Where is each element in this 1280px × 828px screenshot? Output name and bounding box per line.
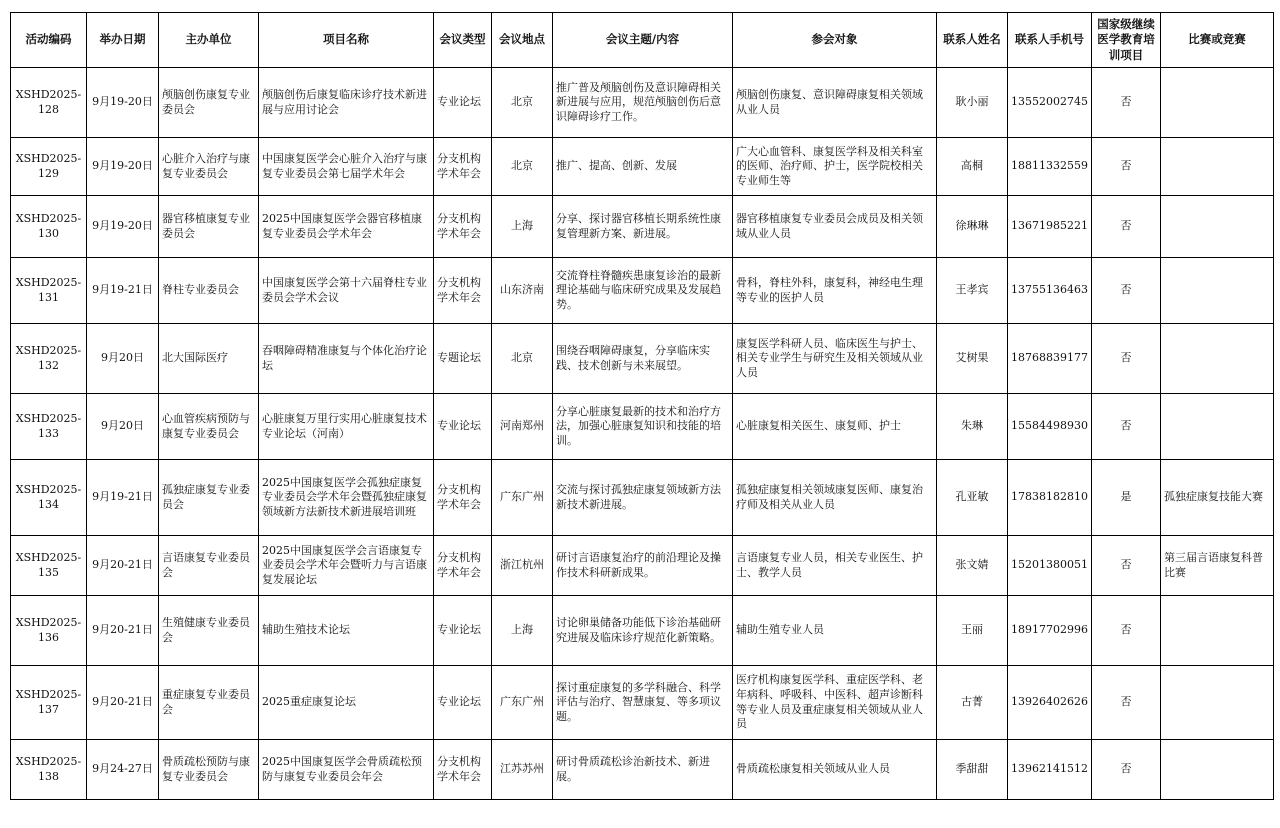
cell-theme: 推广普及颅脑创伤及意识障碍相关新进展与应用，规范颅脑创伤后意识障碍诊疗工作。 — [553, 68, 733, 138]
cell-project-name: 2025中国康复医学会器官移植康复专业委员会学术年会 — [259, 196, 434, 258]
cell-project-name: 中国康复医学会心脏介入治疗与康复专业委员会第七届学术年会 — [259, 138, 434, 196]
header-organizer: 主办单位 — [159, 13, 259, 68]
cell-date: 9月20-21日 — [87, 596, 159, 666]
cell-project-name: 颅脑创伤后康复临床诊疗技术新进展与应用讨论会 — [259, 68, 434, 138]
cell-project-name: 心脏康复万里行实用心脏康复技术专业论坛（河南） — [259, 394, 434, 460]
cell-location: 山东济南 — [492, 258, 553, 324]
cell-activity-code: XSHD2025-131 — [11, 258, 87, 324]
cell-activity-code: XSHD2025-135 — [11, 536, 87, 596]
cell-cme-project: 否 — [1092, 394, 1161, 460]
cell-contact-name: 古菁 — [937, 666, 1008, 740]
header-contact-name: 联系人姓名 — [937, 13, 1008, 68]
cell-cme-project: 是 — [1092, 460, 1161, 536]
cell-project-name: 吞咽障碍精准康复与个体化治疗论坛 — [259, 324, 434, 394]
cell-location: 浙江杭州 — [492, 536, 553, 596]
cell-theme: 围绕吞咽障碍康复，分享临床实践、技术创新与未来展望。 — [553, 324, 733, 394]
table-row — [11, 740, 1274, 800]
cell-cme-project: 否 — [1092, 740, 1161, 800]
cell-meeting-type: 分支机构学术年会 — [434, 258, 492, 324]
cell-audience: 医疗机构康复医学科、重症医学科、老年病科、呼吸科、中医科、超声诊断科等专业人员及重症康复相关领域从业人员 — [733, 666, 937, 740]
cell-audience: 辅助生殖专业人员 — [733, 596, 937, 666]
cell-competition — [1161, 196, 1274, 258]
cell-project-name: 中国康复医学会第十六届脊柱专业委员会学术会议 — [259, 258, 434, 324]
cell-contact-phone: 18811332559 — [1008, 138, 1092, 196]
table-row — [11, 138, 1274, 196]
table-row — [11, 196, 1274, 258]
cell-cme-project: 否 — [1092, 138, 1161, 196]
cell-location: 北京 — [492, 138, 553, 196]
header-meeting-type: 会议类型 — [434, 13, 492, 68]
cell-activity-code: XSHD2025-128 — [11, 68, 87, 138]
cell-date: 9月20日 — [87, 394, 159, 460]
cell-meeting-type: 分支机构学术年会 — [434, 138, 492, 196]
cell-date: 9月19-20日 — [87, 138, 159, 196]
table-row — [11, 324, 1274, 394]
cell-audience: 颅脑创伤康复、意识障碍康复相关领域从业人员 — [733, 68, 937, 138]
cell-organizer: 北大国际医疗 — [159, 324, 259, 394]
cell-activity-code: XSHD2025-134 — [11, 460, 87, 536]
cell-theme: 研讨骨质疏松诊治新技术、新进展。 — [553, 740, 733, 800]
cell-cme-project: 否 — [1092, 258, 1161, 324]
cell-organizer: 言语康复专业委员会 — [159, 536, 259, 596]
cell-competition — [1161, 138, 1274, 196]
cell-activity-code: XSHD2025-138 — [11, 740, 87, 800]
table-row — [11, 394, 1274, 460]
cell-organizer: 脊柱专业委员会 — [159, 258, 259, 324]
cell-meeting-type: 分支机构学术年会 — [434, 196, 492, 258]
header-location: 会议地点 — [492, 13, 553, 68]
table-row — [11, 666, 1274, 740]
cell-audience: 骨科，脊柱外科，康复科，神经电生理等专业的医护人员 — [733, 258, 937, 324]
cell-organizer: 心脏介入治疗与康复专业委员会 — [159, 138, 259, 196]
cell-theme: 探讨重症康复的多学科融合、科学评估与治疗、智慧康复、等多项议题。 — [553, 666, 733, 740]
cell-project-name: 2025中国康复医学会言语康复专业委员会学术年会暨听力与言语康复发展论坛 — [259, 536, 434, 596]
header-date: 举办日期 — [87, 13, 159, 68]
cell-contact-name: 耿小丽 — [937, 68, 1008, 138]
cell-contact-phone: 13926402626 — [1008, 666, 1092, 740]
cell-cme-project: 否 — [1092, 536, 1161, 596]
cell-contact-name: 徐琳琳 — [937, 196, 1008, 258]
cell-meeting-type: 专业论坛 — [434, 394, 492, 460]
cell-contact-phone: 13755136463 — [1008, 258, 1092, 324]
activities-table — [10, 12, 1274, 800]
cell-contact-phone: 13671985221 — [1008, 196, 1092, 258]
cell-contact-name: 艾树果 — [937, 324, 1008, 394]
cell-theme: 讨论卵巢储备功能低下诊治基础研究进展及临床诊疗规范化新策略。 — [553, 596, 733, 666]
cell-activity-code: XSHD2025-132 — [11, 324, 87, 394]
cell-cme-project: 否 — [1092, 196, 1161, 258]
cell-date: 9月19-20日 — [87, 68, 159, 138]
header-row — [11, 13, 1274, 68]
cell-date: 9月20-21日 — [87, 536, 159, 596]
cell-organizer: 器官移植康复专业委员会 — [159, 196, 259, 258]
cell-location: 上海 — [492, 596, 553, 666]
cell-organizer: 重症康复专业委员会 — [159, 666, 259, 740]
cell-activity-code: XSHD2025-133 — [11, 394, 87, 460]
cell-theme: 交流脊柱脊髓疾患康复诊治的最新理论基础与临床研究成果及发展趋势。 — [553, 258, 733, 324]
cell-contact-name: 王孝宾 — [937, 258, 1008, 324]
cell-meeting-type: 分支机构学术年会 — [434, 536, 492, 596]
cell-location: 广东广州 — [492, 666, 553, 740]
cell-competition — [1161, 666, 1274, 740]
cell-activity-code: XSHD2025-136 — [11, 596, 87, 666]
cell-meeting-type: 专题论坛 — [434, 324, 492, 394]
cell-competition — [1161, 394, 1274, 460]
cell-meeting-type: 分支机构学术年会 — [434, 740, 492, 800]
cell-theme: 分享心脏康复最新的技术和治疗方法，加强心脏康复知识和技能的培训。 — [553, 394, 733, 460]
cell-project-name: 2025中国康复医学会骨质疏松预防与康复专业委员会年会 — [259, 740, 434, 800]
cell-contact-name: 朱琳 — [937, 394, 1008, 460]
cell-meeting-type: 专业论坛 — [434, 68, 492, 138]
cell-competition — [1161, 68, 1274, 138]
cell-theme: 分享、探讨器官移植长期系统性康复管理新方案、新进展。 — [553, 196, 733, 258]
table-row — [11, 68, 1274, 138]
cell-contact-phone: 15584498930 — [1008, 394, 1092, 460]
cell-organizer: 孤独症康复专业委员会 — [159, 460, 259, 536]
cell-contact-name: 孔亚敏 — [937, 460, 1008, 536]
cell-meeting-type: 分支机构学术年会 — [434, 460, 492, 536]
table-row — [11, 460, 1274, 536]
cell-activity-code: XSHD2025-130 — [11, 196, 87, 258]
cell-date: 9月20-21日 — [87, 666, 159, 740]
header-project-name: 项目名称 — [259, 13, 434, 68]
cell-meeting-type: 专业论坛 — [434, 596, 492, 666]
table-row — [11, 596, 1274, 666]
cell-audience: 器官移植康复专业委员会成员及相关领域从业人员 — [733, 196, 937, 258]
cell-date: 9月19-20日 — [87, 196, 159, 258]
cell-location: 河南郑州 — [492, 394, 553, 460]
cell-contact-name: 王丽 — [937, 596, 1008, 666]
cell-location: 广东广州 — [492, 460, 553, 536]
cell-location: 北京 — [492, 68, 553, 138]
cell-audience: 心脏康复相关医生、康复师、护士 — [733, 394, 937, 460]
header-competition: 比赛或竞赛 — [1161, 13, 1274, 68]
cell-date: 9月19-21日 — [87, 258, 159, 324]
cell-organizer: 颅脑创伤康复专业委员会 — [159, 68, 259, 138]
cell-cme-project: 否 — [1092, 324, 1161, 394]
cell-audience: 骨质疏松康复相关领域从业人员 — [733, 740, 937, 800]
cell-location: 上海 — [492, 196, 553, 258]
header-activity-code: 活动编码 — [11, 13, 87, 68]
cell-audience: 广大心血管科、康复医学科及相关科室的医师、治疗师、护士，医学院校相关专业师生等 — [733, 138, 937, 196]
cell-organizer: 心血管疾病预防与康复专业委员会 — [159, 394, 259, 460]
cell-date: 9月19-21日 — [87, 460, 159, 536]
cell-audience: 康复医学科研人员、临床医生与护士、相关专业学生与研究生及相关领域从业人员 — [733, 324, 937, 394]
cell-audience: 孤独症康复相关领域康复医师、康复治疗师及相关从业人员 — [733, 460, 937, 536]
header-cme-project: 国家级继续医学教育培训项目 — [1092, 13, 1161, 68]
cell-audience: 言语康复专业人员，相关专业医生、护士、教学人员 — [733, 536, 937, 596]
table-row — [11, 536, 1274, 596]
header-contact-phone: 联系人手机号 — [1008, 13, 1092, 68]
cell-theme: 推广、提高、创新、发展 — [553, 138, 733, 196]
cell-cme-project: 否 — [1092, 666, 1161, 740]
cell-cme-project: 否 — [1092, 68, 1161, 138]
cell-theme: 研讨言语康复治疗的前沿理论及操作技术科研新成果。 — [553, 536, 733, 596]
cell-date: 9月24-27日 — [87, 740, 159, 800]
cell-project-name: 2025中国康复医学会孤独症康复专业委员会学术年会暨孤独症康复领域新方法新技术新进展培训班 — [259, 460, 434, 536]
cell-contact-phone: 15201380051 — [1008, 536, 1092, 596]
cell-activity-code: XSHD2025-129 — [11, 138, 87, 196]
cell-contact-phone: 13962141512 — [1008, 740, 1092, 800]
cell-location: 江苏苏州 — [492, 740, 553, 800]
cell-competition — [1161, 324, 1274, 394]
cell-contact-name: 张文婧 — [937, 536, 1008, 596]
cell-competition — [1161, 740, 1274, 800]
cell-contact-phone: 17838182810 — [1008, 460, 1092, 536]
cell-contact-name: 季甜甜 — [937, 740, 1008, 800]
cell-contact-phone: 18917702996 — [1008, 596, 1092, 666]
cell-activity-code: XSHD2025-137 — [11, 666, 87, 740]
cell-contact-phone: 18768839177 — [1008, 324, 1092, 394]
header-audience: 参会对象 — [733, 13, 937, 68]
header-theme: 会议主题/内容 — [553, 13, 733, 68]
cell-competition: 第三届言语康复科普比赛 — [1161, 536, 1274, 596]
table-row — [11, 258, 1274, 324]
cell-location: 北京 — [492, 324, 553, 394]
cell-contact-phone: 13552002745 — [1008, 68, 1092, 138]
cell-competition: 孤独症康复技能大赛 — [1161, 460, 1274, 536]
cell-project-name: 辅助生殖技术论坛 — [259, 596, 434, 666]
cell-competition — [1161, 258, 1274, 324]
cell-contact-name: 高桐 — [937, 138, 1008, 196]
cell-theme: 交流与探讨孤独症康复领域新方法新技术新进展。 — [553, 460, 733, 536]
cell-competition — [1161, 596, 1274, 666]
cell-cme-project: 否 — [1092, 596, 1161, 666]
cell-organizer: 生殖健康专业委员会 — [159, 596, 259, 666]
cell-organizer: 骨质疏松预防与康复专业委员会 — [159, 740, 259, 800]
cell-project-name: 2025重症康复论坛 — [259, 666, 434, 740]
cell-meeting-type: 专业论坛 — [434, 666, 492, 740]
cell-date: 9月20日 — [87, 324, 159, 394]
